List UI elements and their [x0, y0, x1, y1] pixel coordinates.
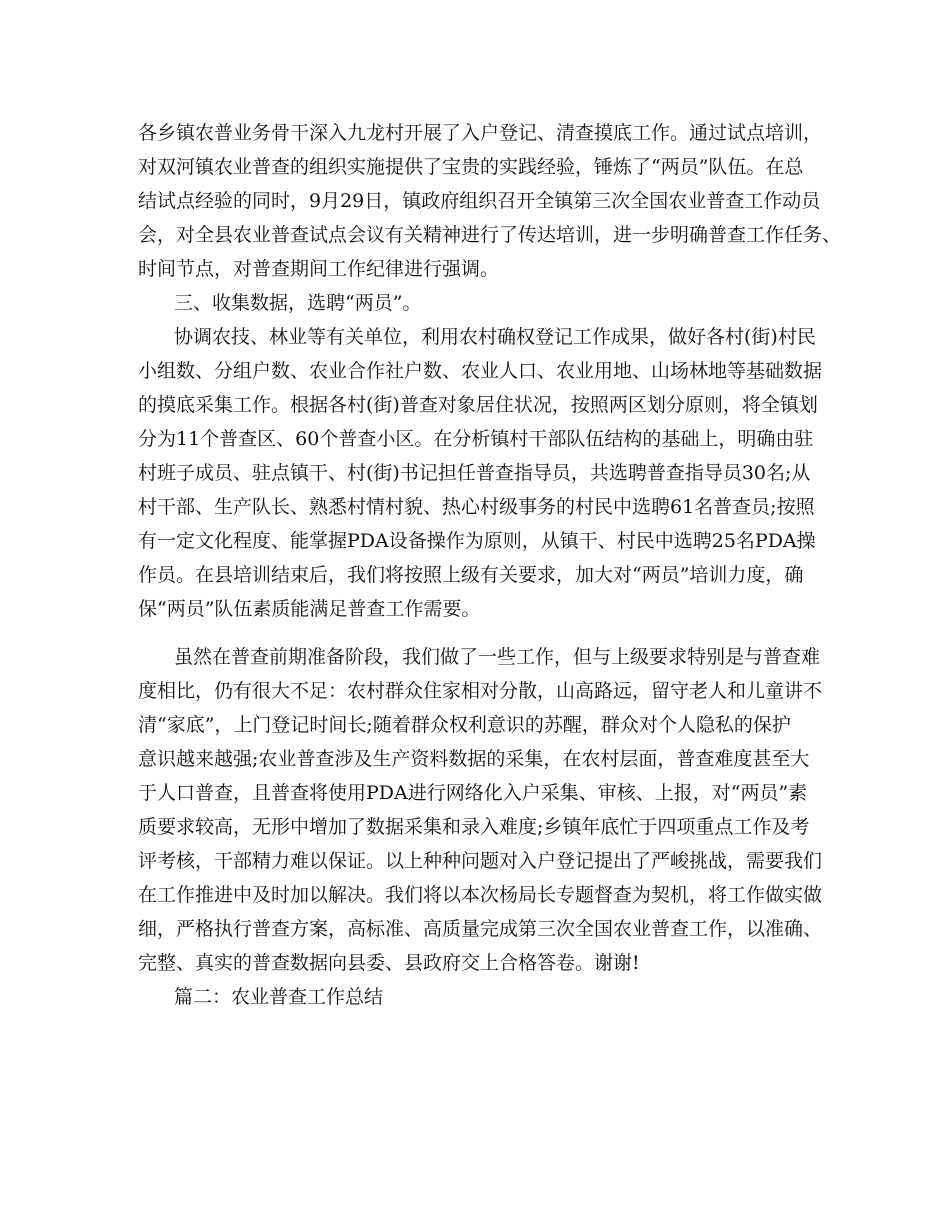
text-line: 细，严格执行普查方案，高标准、高质量完成第三次全国农业普查工作，以准确、 — [138, 918, 823, 940]
text-line: 虽然在普查前期准备阶段，我们做了一些工作，但与上级要求特别是与普查难 — [174, 646, 821, 668]
text-line: 于人口普查，且普查将使用PDA进行网络化入户采集、审核、上报，对“两员”素 — [138, 782, 808, 804]
section-heading: 篇二：农业普查工作总结 — [174, 986, 384, 1008]
text-line: 意识越来越强;农业普查涉及生产资料数据的采集，在农村层面，普查难度甚至大 — [138, 748, 810, 770]
text-line: 会，对全县农业普查试点会议有关精神进行了传达培训，进一步明确普查工作任务、 — [138, 224, 842, 246]
text-line: 有一定文化程度、能掌握PDA设备操作为原则，从镇干、村民中选聘25名PDA操 — [138, 530, 816, 552]
text-line: 村干部、生产队长、熟悉村情村貌、热心村级事务的村民中选聘61名普查员;按照 — [138, 496, 815, 518]
text-line: 在工作推进中及时加以解决。我们将以本次杨局长专题督查为契机，将工作做实做 — [138, 884, 823, 906]
text-line: 评考核，干部精力难以保证。以上种种问题对入户登记提出了严峻挑战，需要我们 — [138, 850, 823, 872]
text-line: 完整、真实的普查数据向县委、县政府交上合格答卷。谢谢! — [138, 952, 640, 974]
text-line: 分为11个普查区、60个普查小区。在分析镇村干部队伍结构的基础上，明确由驻 — [138, 428, 814, 450]
section-heading: 三、收集数据，选聘“两员”。 — [174, 292, 422, 314]
text-line: 结试点经验的同时，9月29日，镇政府组织召开全镇第三次全国农业普查工作动员 — [138, 190, 821, 212]
text-line: 保“两员”队伍素质能满足普查工作需要。 — [138, 598, 481, 620]
text-line: 村班子成员、驻点镇干、村(街)书记担任普查指导员，共选聘普查指导员30名;从 — [138, 462, 811, 484]
text-line: 清“家底”，上门登记时间长;随着群众权利意识的苏醒，群众对个人隐私的保护 — [138, 714, 791, 736]
text-line: 度相比，仍有很大不足：农村群众住家相对分散，山高路远，留守老人和儿童讲不 — [138, 680, 823, 702]
text-line: 的摸底采集工作。根据各村(街)普查对象居住状况，按照两区划分原则，将全镇划 — [138, 394, 818, 416]
text-line: 对双河镇农业普查的组织实施提供了宝贵的实践经验，锤炼了“两员”队伍。在总 — [138, 156, 804, 178]
text-line: 协调农技、林业等有关单位，利用农村确权登记工作成果，做好各村(街)村民 — [174, 326, 816, 348]
text-line: 小组数、分组户数、农业合作社户数、农业人口、农业用地、山场林地等基础数据 — [138, 360, 823, 382]
text-line: 各乡镇农普业务骨干深入九龙村开展了入户登记、清查摸底工作。通过试点培训， — [138, 122, 823, 144]
text-line: 质要求较高，无形中增加了数据采集和录入难度;乡镇年底忙于四项重点工作及考 — [138, 816, 810, 838]
text-line: 作员。在县培训结束后，我们将按照上级有关要求，加大对“两员”培训力度，确 — [138, 564, 804, 586]
text-line: 时间节点，对普查期间工作纪律进行强调。 — [138, 258, 500, 280]
